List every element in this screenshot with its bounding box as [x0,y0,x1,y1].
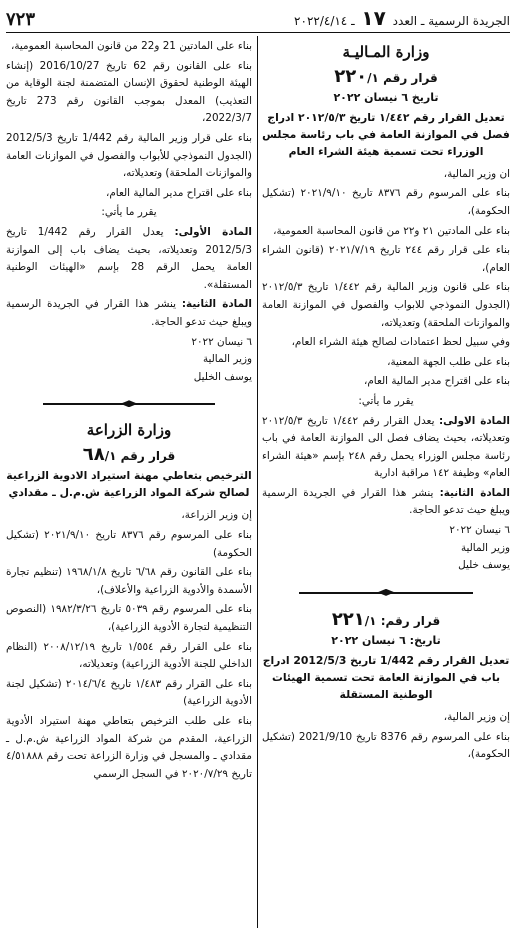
preamble-paragraph: بناء على القانون رقم ٦/٦٨ تاريخ ١٩٦٨/١/٨ (تنظيم تجارة الأسمدة والأدوية الزراعية والأعلاف)، [6,566,252,596]
ministry-agriculture-heading: وزارة الزراعة [86,421,172,440]
preamble-paragraph: بناء على اقتراح مدير المالية العام، [364,375,510,388]
decision-number-suffix: /١ [364,613,377,628]
article-1-label: المادة الاولى: [439,414,510,427]
preamble-paragraph: بناء على القرار رقم ١/٤٨٣ تاريخ ٢٠١٤/٦/٤ (تشكيل لجنة الأدوية الزراعية) [6,677,252,708]
decision-date: تاريخ: ٦ نيسان ٢٠٢٢ [331,634,441,648]
header-title-prefix: الجريدة الرسمية ـ العدد [392,14,510,28]
gazette-header-title [294,6,510,30]
page-number: ٧٢٣ [6,9,36,30]
preamble-paragraph: بناء على المادتين 21 و22 من قانون المحاسبة العمومية، [11,40,252,52]
preamble-paragraph: بناء على طلب الترخيص بتعاطي مهنة استيراد الأدوية الزراعية، المقدم من شركة المواد الزراعية ش.م.ل ـ مقدادي ـ والمسجل في وزارة الزراعة تحت رقم ٤/٥١٨٨٨ تاريخ ٢٠٢٠/٧/٢٩ في السجل الرسمي [6,715,252,780]
article-2 [6,296,252,331]
preamble-paragraph: بناء على قرار رقم ٢٤٤ تاريخ ٢٠٢١/٧/١٩ (قانون الشراء العام)، [262,244,510,274]
header-rule [6,32,510,33]
preamble-paragraph: إن وزير الزراعة، [181,509,252,522]
decision-number [6,443,252,466]
section-separator [299,589,473,599]
page-header [6,4,510,30]
decision-number [262,65,510,88]
preamble-paragraph: بناء على طلب الجهة المعنية، [387,355,510,368]
signature-title: وزير المالية [460,541,510,554]
preamble-paragraph: بناء على المرسوم رقم ٥٠٣٩ تاريخ ١٩٨٢/٣/٢٦ (النصوص التنظيمية لتجارة الأدوية الزراعية)، [6,603,252,634]
decision-number-value: ٦٨ [82,443,105,465]
article-1 [262,413,510,483]
preamble-paragraph: بناء على المرسوم رقم 8376 تاريخ 2021/9/10 (تشكيل الحكومة)، [262,730,511,761]
decision-number-value: ٢٢٠ [334,65,368,87]
decision-number-suffix: /١ [367,70,379,85]
preamble-paragraph: بناء على المرسوم رقم ٨٣٧٦ تاريخ ٢٠٢١/٩/١٠ (تشكيل الحكومة)، [262,187,511,217]
decision-title: الترخيص بتعاطي مهنة استيراد الادوية الزراعية لصالح شركة المواد الزراعية ش.م.ل ـ مقدادي [6,469,252,500]
signature-title: وزير المالية [202,353,252,366]
decision-title: تعديل القرار رقم 1/442 تاريخ 2012/5/3 ادراج باب في الموازنة العامة تحت تسمية الهيئات الوطنية المستقلة [262,654,510,702]
decides-line: يقرر ما يأتي: [101,206,157,219]
preamble-paragraph: بناء على المادتين ٢١ و٢٢ من قانون المحاسبة العمومية، [273,224,510,237]
preamble-paragraph: بناء على القرار رقم ١/٥٥٤ تاريخ ٢٠٠٨/١٢/١٩ (النظام الداخلي للجنة الأدوية الزراعية) وتعديلاته، [6,640,252,671]
decision-number-value: ٢٢١ [331,608,365,630]
issue-number: ١٧ [361,6,386,30]
article-2-label: المادة الثانية: [439,486,510,499]
preamble-paragraph: بناء على اقتراح مدير المالية العام، [106,186,252,199]
preamble-paragraph: ان وزير المالية، [443,167,510,180]
ministry-finance-heading: وزارة المـاليـة [342,43,430,61]
preamble-paragraph: إن وزير المالية، [443,711,510,724]
article-1-label: المادة الأولى: [174,225,252,238]
article-1 [6,224,252,294]
section-separator [43,400,215,410]
article-2 [262,485,510,520]
decision-date: تاريخ ٦ نيسان ٢٠٢٢ [333,91,439,105]
article-2-text: ينشر هذا القرار في الجريدة الرسمية ويبلغ حيث تدعو الحاجة. [262,486,510,517]
decision-number-label: قرار رقم: [380,613,441,628]
preamble-paragraph: بناء على قرار وزير المالية رقم 1/442 تاريخ 2012/5/3 (الجدول النموذجي للأبواب والفصول في الموازنات العامة والموازنات الملحقة) وتعديلاته، [6,131,252,180]
decision-title: تعديل القرار رقم ١/٤٤٢ تاريخ ٢٠١٢/٥/٣ ادراج فصل في الموازنة العامة في باب رئاسة مجلس الوزراء تحت تسمية هيئة الشراء العام [262,110,510,158]
decision-number-label: قرار رقم [120,448,176,463]
header-date: ـ ٢٠٢٢/٤/١٤ [294,14,355,28]
preamble-paragraph: بناء على القانون رقم 62 تاريخ 2016/10/27 (إنشاء الهيئة الوطنية لحقوق الإنسان المتضمنة لجنة الوقاية من التعذيب) المعدل بموجب القانون رقم 273 تاريخ 2022/3/7، [6,59,253,125]
article-2-label: المادة الثانية: [181,298,252,311]
decision-number [262,608,510,631]
signature-date: ٦ نيسان ٢٠٢٢ [449,524,510,537]
preamble-paragraph: بناء على قانون وزير المالية رقم ١/٤٤٢ تاريخ ٢٠١٢/٥/٣ (الجدول النموذجي للابواب والفصول في الموازنة العامة والموازنات الملحقة) وتعديلاته، [262,281,510,329]
signature-name: يوسف خليل [458,559,510,572]
article-1-text: يعدل القرار رقم ١/٤٤٢ تاريخ ٢٠١٢/٥/٣ وتعديلاته، بحيث يضاف فصل الى الموازنة العامة في باب رئاسة مجلس الوزراء يحمل رقم ٢٤٨ بإسم «هيئة الشراء العام» وظيفة ١٤٢ مراقبة ادارية [262,414,510,480]
signature-date: ٦ نيسان ٢٠٢٢ [191,335,252,348]
article-2-text: ينشر هذا القرار في الجريدة الرسمية ويبلغ حيث تدعو الحاجة. [6,298,252,328]
preamble-paragraph: بناء على المرسوم رقم ٨٣٧٦ تاريخ ٢٠٢١/٩/١٠ (تشكيل الحكومة) [6,529,253,559]
left-column [6,38,252,785]
signature-name: يوسف الخليل [193,370,252,383]
preamble-paragraph: وفي سبيل لحظ اعتمادات لصالح هيئة الشراء العام، [291,336,510,349]
article-1-text: يعدل القرار رقم 1/442 تاريخ 2012/5/3 وتعديلاته، بحيث يضاف باب إلى الموازنة العامة يحمل الرقم 28 بإسم «الهيئات الوطنية المستقلة». [6,225,252,291]
decision-number-label: قرار رقم [383,70,438,85]
decision-number-suffix: /١ [104,448,117,463]
right-column [262,38,510,766]
column-divider [257,36,258,928]
decides-line: يقرر ما يأتي: [358,394,414,407]
